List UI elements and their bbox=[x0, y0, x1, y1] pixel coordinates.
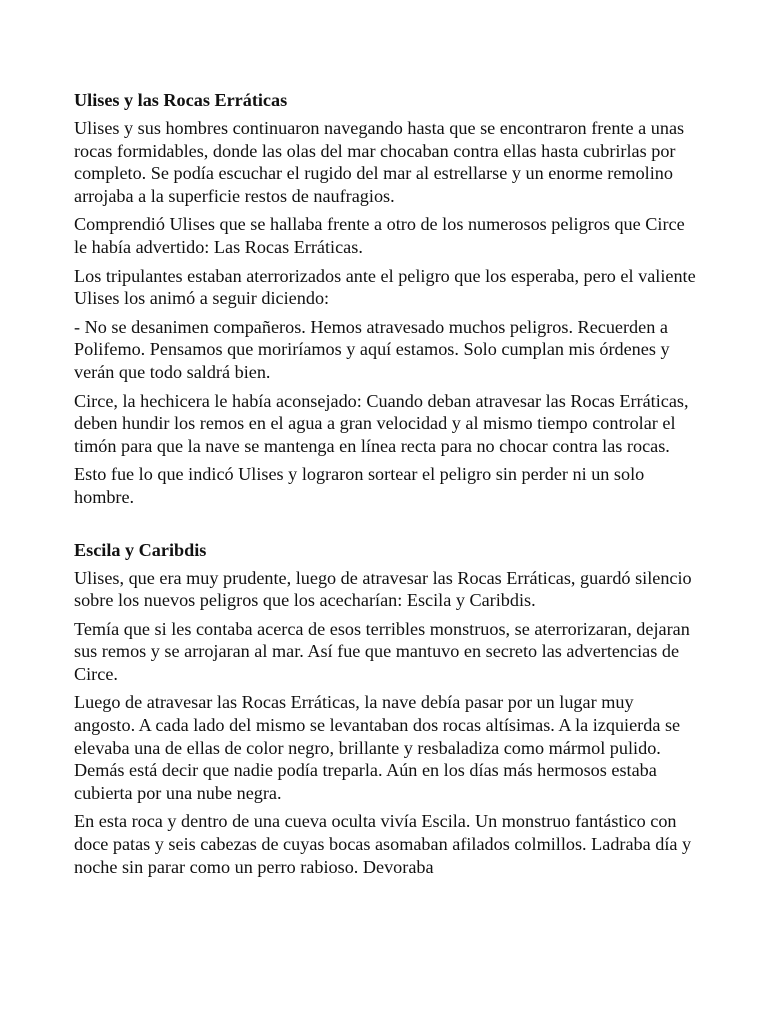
paragraph: Comprendió Ulises que se hallaba frente a otro de los numerosos peligros que Circe le había advertido: Las Rocas Erráticas. bbox=[74, 214, 685, 257]
paragraph: Circe, la hechicera le había aconsejado: Cuando deban atravesar las Rocas Erráticas, deben hundir los remos en el agua a gran velocidad y al mismo tiempo controlar el timón para que la nave se mantenga en línea recta para no chocar contra las rocas. bbox=[74, 390, 689, 456]
section-title: Escila y Caribdis bbox=[74, 539, 207, 560]
paragraph: Luego de atravesar las Rocas Erráticas, la nave debía pasar por un lugar muy angosto. A cada lado del mismo se levantaban dos rocas altísimas. A la izquierda se elevaba una de ellas de color negro, brillante y resbaladiza como mármol pulido. Demás está decir que nadie podía treparla. Aún en los días más hermosos estaba cubierta por una nube negra. bbox=[74, 692, 681, 803]
paragraph: En esta roca y dentro de una cueva oculta vivía Escila. Un monstruo fantástico con doce patas y seis cabezas de cuyas bocas asomaban afilados colmillos. Ladraba día y noche sin parar como un perro rabioso. Devoraba bbox=[74, 811, 692, 877]
paragraph: Los tripulantes estaban aterrorizados ante el peligro que los esperaba, pero el valiente Ulises los animó a seguir diciendo: bbox=[74, 265, 696, 309]
paragraph: Esto fue lo que indicó Ulises y lograron sortear el peligro sin perder ni un solo hombre. bbox=[74, 464, 645, 507]
section-rocas-erraticas bbox=[74, 89, 696, 509]
paragraph: Temía que si les contaba acerca de esos terribles monstruos, se aterrorizaran, dejaran sus remos y se arrojaran al mar. Así fue que mantuvo en secreto las advertencias de Circe. bbox=[74, 618, 690, 684]
section-escila-caribdis bbox=[74, 539, 696, 879]
paragraph: Ulises, que era muy prudente, luego de atravesar las Rocas Erráticas, guardó silencio sobre los nuevos peligros que los acecharían: Escila y Caribdis. bbox=[74, 567, 692, 611]
paragraph: Ulises y sus hombres continuaron navegando hasta que se encontraron frente a unas rocas formidables, donde las olas del mar chocaban contra ellas hasta cubrirlas por completo. Se podía escuchar el rugido del mar al estrellarse y un enorme remolino arrojaba a la superficie restos de naufragios. bbox=[74, 118, 685, 206]
section-title: Ulises y las Rocas Erráticas bbox=[74, 90, 288, 110]
paragraph: - No se desanimen compañeros. Hemos atravesado muchos peligros. Recuerden a Polifemo. Pensamos que moriríamos y aquí estamos. Solo cumplan mis órdenes y verán que todo saldrá bien. bbox=[74, 316, 670, 382]
document-page bbox=[74, 89, 696, 884]
